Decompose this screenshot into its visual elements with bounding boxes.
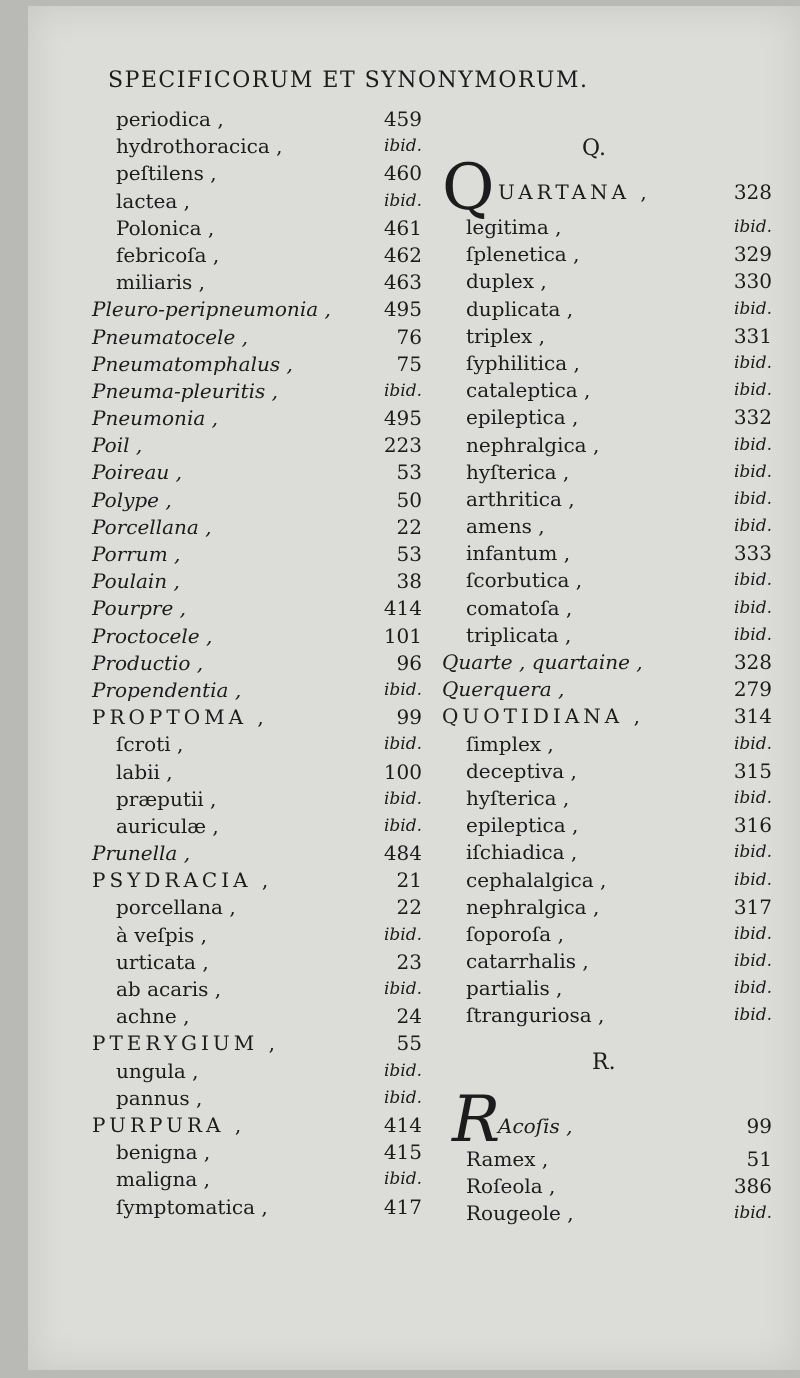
index-page-number: 22	[396, 895, 422, 920]
index-entry	[442, 1173, 772, 1200]
index-page-number: ibid.	[383, 136, 422, 157]
index-page-number: ibid.	[733, 733, 772, 754]
index-term: Porcellana ,	[92, 514, 212, 539]
index-page-number: 314	[733, 704, 772, 729]
index-entry	[92, 487, 422, 514]
index-entry	[92, 1139, 422, 1166]
index-entry	[442, 1200, 772, 1227]
index-entry	[92, 1003, 422, 1030]
index-entry	[92, 867, 422, 894]
index-entry	[442, 758, 772, 785]
index-page-number: 23	[396, 949, 422, 974]
index-page-number: 386	[733, 1173, 772, 1198]
index-entry	[92, 894, 422, 921]
index-entry	[92, 1030, 422, 1057]
index-page-number: ibid.	[733, 380, 772, 401]
index-entry	[442, 214, 772, 241]
index-page-number: ibid.	[733, 787, 772, 808]
index-term: triplex ,	[466, 323, 546, 348]
index-term: arthritica ,	[466, 486, 575, 511]
index-term: Pneumatomphalus ,	[92, 351, 293, 376]
index-page-number: 75	[396, 351, 422, 376]
page-header: SPECIFICORUM ET SYNONYMORUM.	[108, 68, 589, 93]
index-page-number: 24	[396, 1004, 422, 1029]
index-term: QUOTIDIANA ,	[442, 704, 644, 729]
index-term: periodica ,	[116, 107, 224, 131]
index-page-number: ibid.	[383, 380, 422, 401]
index-term: ſyphilitica ,	[466, 350, 580, 375]
index-entry	[92, 405, 422, 432]
index-entry	[442, 622, 772, 649]
index-entry	[92, 215, 422, 242]
index-page-number: 101	[383, 623, 422, 648]
index-entry	[442, 323, 772, 350]
index-entry	[442, 513, 772, 540]
index-term: nephralgica ,	[466, 432, 600, 457]
index-entry	[92, 269, 422, 296]
index-entry	[92, 296, 422, 323]
index-page-number: ibid.	[383, 924, 422, 945]
index-page-number: ibid.	[383, 788, 422, 809]
index-term: Quarte , quartaine ,	[442, 650, 643, 674]
section-r-first-term: Acoſis ,	[498, 1113, 573, 1138]
index-entry	[92, 1058, 422, 1085]
index-page-number: ibid.	[383, 1060, 422, 1081]
index-entry	[92, 1085, 422, 1112]
index-page-number: 53	[396, 460, 422, 485]
index-page-number: ibid.	[733, 217, 772, 237]
index-page-number: 316	[733, 813, 772, 838]
section-q-list	[442, 214, 772, 1030]
index-entry	[92, 133, 422, 160]
section-r-heading-row	[442, 1030, 772, 1084]
index-page-number: 51	[746, 1146, 772, 1171]
index-term: Poulain ,	[92, 569, 180, 594]
index-page-number: ibid.	[733, 352, 772, 373]
index-term: Proctocele ,	[92, 623, 213, 648]
index-page-number: 317	[733, 894, 772, 919]
index-entry	[92, 1166, 422, 1193]
index-term: Pneuma-pleuritis ,	[92, 378, 278, 403]
index-entry	[442, 404, 772, 431]
index-entry	[92, 106, 422, 133]
section-r-list	[442, 1146, 772, 1228]
index-page-number: ibid.	[733, 570, 772, 591]
index-term: triplicata ,	[466, 622, 572, 647]
index-entry	[92, 568, 422, 595]
index-page-number: ibid.	[383, 734, 422, 755]
index-term: duplex ,	[466, 269, 547, 294]
index-term: nephralgica ,	[466, 894, 600, 919]
index-term: amens ,	[466, 514, 545, 539]
index-term: labii ,	[116, 759, 173, 784]
index-page-number: 99	[396, 705, 422, 730]
index-page-number: 279	[733, 677, 772, 702]
index-term: Roſeola ,	[466, 1173, 556, 1198]
index-entry	[92, 840, 422, 867]
index-entry	[92, 432, 422, 459]
index-term: ſcroti ,	[116, 732, 184, 757]
index-entry	[442, 921, 772, 948]
index-entry	[92, 378, 422, 405]
index-entry	[442, 1002, 772, 1029]
index-term: Pneumonia ,	[92, 406, 218, 431]
index-term: epileptica ,	[466, 405, 579, 430]
index-page-number: 460	[383, 161, 422, 186]
index-term: peſtilens ,	[116, 161, 217, 186]
index-term: lactea ,	[116, 188, 191, 213]
index-term: à veſpis ,	[116, 922, 207, 947]
index-page-number: ibid.	[733, 488, 772, 509]
index-term: Pneumatocele ,	[92, 324, 249, 349]
index-term: ſtranguriosa ,	[466, 1003, 605, 1028]
index-term: Polype ,	[92, 487, 172, 512]
index-term: PSYDRACIA ,	[92, 868, 273, 893]
index-term: ab acaris ,	[116, 977, 222, 1001]
index-page-number: 328	[733, 650, 772, 674]
index-page-number: 417	[383, 1194, 422, 1219]
index-entry	[442, 486, 772, 513]
index-entry	[442, 894, 772, 921]
index-entry	[92, 786, 422, 813]
index-entry	[442, 567, 772, 594]
left-column	[92, 106, 422, 1221]
index-entry	[92, 704, 422, 731]
index-entry	[92, 813, 422, 840]
index-page-number: 331	[733, 323, 772, 348]
index-page-number: ibid.	[383, 815, 422, 836]
section-r-letter: R.	[592, 1049, 616, 1075]
index-page-number: 414	[383, 1112, 422, 1137]
index-entry	[442, 975, 772, 1002]
index-term: Querquera ,	[442, 677, 565, 702]
index-page-number: ibid.	[733, 516, 772, 537]
index-entry	[442, 432, 772, 459]
index-entry	[442, 540, 772, 567]
index-page-number: 22	[396, 514, 422, 539]
index-term: urticata ,	[116, 949, 209, 974]
section-r-first-page: 99	[746, 1113, 772, 1138]
index-page-number: 38	[396, 569, 422, 594]
index-entry	[442, 785, 772, 812]
index-entry	[442, 649, 772, 676]
index-term: hydrothoracica ,	[116, 134, 283, 159]
index-page-number: ibid.	[383, 979, 422, 999]
index-term: Ramex ,	[466, 1146, 549, 1171]
index-term: epileptica ,	[466, 813, 579, 838]
index-entry	[442, 377, 772, 404]
index-page-number: 495	[383, 297, 422, 322]
index-entry	[92, 976, 422, 1003]
index-page-number: 315	[733, 758, 772, 783]
index-page-number: 100	[383, 759, 422, 784]
index-term: achne ,	[116, 1004, 190, 1029]
section-r-dropcap: R	[452, 1082, 501, 1157]
index-term: Productio ,	[92, 650, 204, 675]
index-page-number: 414	[383, 596, 422, 621]
index-term: maligna ,	[116, 1167, 211, 1192]
index-term: cephalalgica ,	[466, 867, 607, 892]
index-term: ſplenetica ,	[466, 242, 580, 267]
index-page-number: ibid.	[733, 869, 772, 890]
index-page-number: 415	[383, 1140, 422, 1165]
index-term: pannus ,	[116, 1085, 203, 1110]
index-term: Prunella ,	[92, 841, 191, 866]
index-page-number: ibid.	[733, 1005, 772, 1026]
index-term: Polonica ,	[116, 215, 215, 240]
index-page-number: ibid.	[733, 434, 772, 455]
index-term: Poil ,	[92, 433, 143, 458]
section-r-first-entry	[442, 1082, 772, 1157]
index-page-number: 462	[383, 242, 422, 267]
index-entry	[442, 867, 772, 894]
index-page-number: 484	[383, 841, 422, 866]
index-page-number: ibid.	[733, 1203, 772, 1223]
index-entry	[92, 623, 422, 650]
index-entry	[92, 922, 422, 949]
index-term: auriculæ ,	[116, 813, 219, 838]
index-entry	[442, 1146, 772, 1173]
index-term: Porrum ,	[92, 542, 181, 566]
index-entry	[92, 677, 422, 704]
index-term: Pourpre ,	[92, 596, 187, 621]
index-page-number: 330	[733, 269, 772, 294]
section-q-first-term: UARTANA ,	[498, 180, 651, 204]
index-page-number: 461	[383, 215, 422, 240]
index-term: infantum ,	[466, 541, 571, 566]
index-term: ſymptomatica ,	[116, 1194, 268, 1219]
index-entry	[92, 650, 422, 677]
section-q-dropcap: Q	[442, 151, 495, 225]
index-entry	[442, 268, 772, 295]
index-term: partialis ,	[466, 976, 563, 1001]
index-term: præputii ,	[116, 786, 217, 811]
index-term: comatoſa ,	[466, 595, 573, 620]
section-q-first-entry	[442, 151, 772, 225]
index-entry	[442, 241, 772, 268]
index-entry	[442, 812, 772, 839]
index-entry	[92, 1194, 422, 1221]
index-page-number: 55	[396, 1031, 422, 1056]
index-page-number: 223	[383, 433, 422, 458]
index-entry	[92, 541, 422, 568]
index-page-number: ibid.	[383, 1169, 422, 1190]
index-page-number: ibid.	[733, 923, 772, 944]
index-term: miliaris ,	[116, 270, 206, 295]
index-page-number: ibid.	[733, 597, 772, 618]
index-term: febricoſa ,	[116, 242, 220, 267]
index-term: catarrhalis ,	[466, 949, 589, 974]
index-page-number: ibid.	[733, 298, 772, 319]
index-term: PROPTOMA ,	[92, 705, 268, 730]
index-entry	[92, 351, 422, 378]
index-entry	[92, 595, 422, 622]
index-entry	[92, 1112, 422, 1139]
index-page-number: 333	[733, 541, 772, 566]
section-q-letter: Q.	[582, 136, 606, 161]
index-term: ſimplex ,	[466, 731, 554, 756]
index-page-number: 50	[396, 487, 422, 512]
index-page-number: 96	[396, 650, 422, 675]
index-entry	[442, 350, 772, 377]
index-entry	[442, 948, 772, 975]
index-entry	[92, 731, 422, 758]
index-entry	[442, 703, 772, 730]
index-term: ſoporoſa ,	[466, 921, 564, 946]
index-term: ſcorbutica ,	[466, 568, 583, 593]
index-page-number: 459	[383, 107, 422, 131]
index-page-number: 53	[396, 542, 422, 566]
index-page-number: ibid.	[733, 842, 772, 863]
index-term: Poireau ,	[92, 460, 182, 485]
index-page-number: ibid.	[383, 679, 422, 700]
index-term: duplicata ,	[466, 296, 574, 321]
index-term: PTERYGIUM ,	[92, 1031, 279, 1056]
index-term: Pleuro-peripneumonia ,	[92, 297, 331, 322]
index-entry	[92, 459, 422, 486]
index-term: benigna ,	[116, 1140, 211, 1165]
index-page-number: ibid.	[383, 190, 422, 211]
right-column	[442, 106, 772, 1227]
index-term: legitima ,	[466, 215, 562, 239]
index-page-number: 76	[396, 324, 422, 349]
index-entry	[442, 595, 772, 622]
index-term: PURPURA ,	[92, 1112, 246, 1137]
index-entry	[92, 949, 422, 976]
index-page-number: ibid.	[733, 624, 772, 645]
index-entry	[442, 731, 772, 758]
index-term: Rougeole ,	[466, 1201, 574, 1225]
index-term: hyſterica ,	[466, 785, 570, 810]
index-term: cataleptica ,	[466, 378, 591, 403]
section-q-first-page: 328	[733, 180, 772, 204]
index-term: porcellana ,	[116, 895, 236, 920]
index-entry	[92, 514, 422, 541]
index-page-number: ibid.	[383, 1087, 422, 1108]
index-entry	[92, 188, 422, 215]
index-term: ungula ,	[116, 1058, 199, 1083]
book-page	[28, 6, 800, 1370]
index-page-number: ibid.	[733, 951, 772, 972]
index-entry	[442, 839, 772, 866]
index-page-number: 332	[733, 405, 772, 430]
index-page-number: ibid.	[733, 461, 772, 482]
index-entry	[442, 676, 772, 703]
index-term: Propendentia ,	[92, 677, 242, 702]
index-entry	[92, 324, 422, 351]
index-entry	[92, 759, 422, 786]
index-term: iſchiadica ,	[466, 840, 578, 865]
index-page-number: 495	[383, 406, 422, 431]
index-page-number: 329	[733, 242, 772, 267]
index-term: deceptiva ,	[466, 758, 577, 783]
index-entry	[442, 459, 772, 486]
index-page-number: 21	[396, 868, 422, 893]
index-page-number: ibid.	[733, 978, 772, 999]
index-entry	[92, 160, 422, 187]
index-term: hyſterica ,	[466, 459, 570, 484]
index-entry	[442, 296, 772, 323]
index-page-number: 463	[383, 270, 422, 295]
index-entry	[92, 242, 422, 269]
